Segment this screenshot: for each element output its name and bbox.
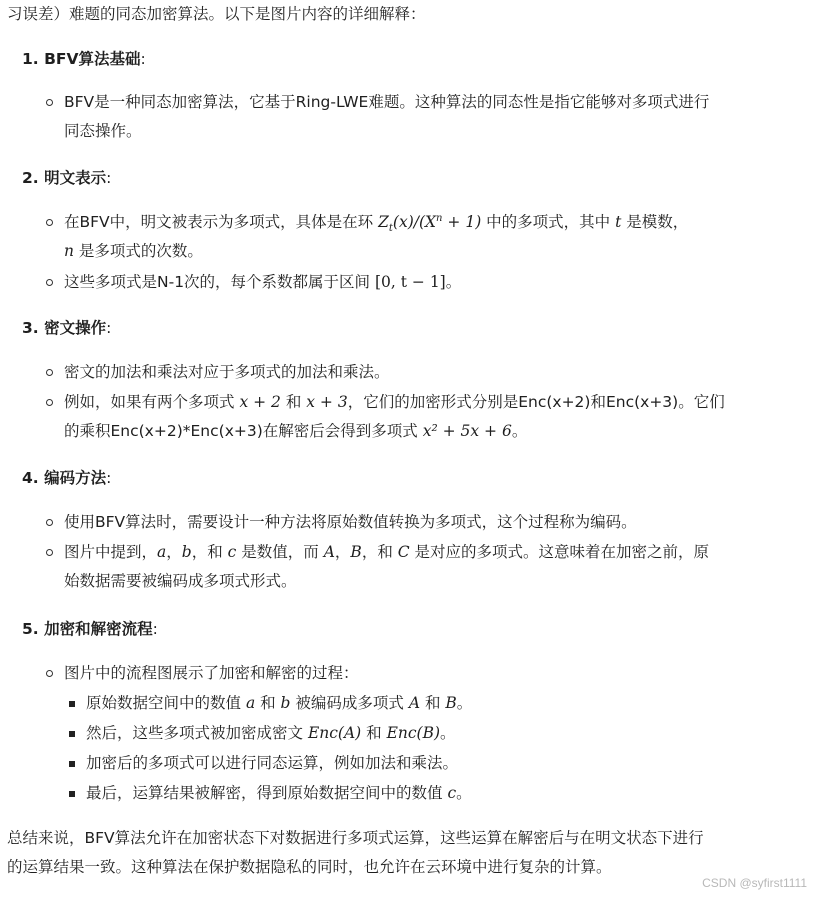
section-3-item-1: 密文的加法和乘法对应于多项式的加法和乘法。 bbox=[64, 363, 390, 381]
section-4-item-2: 图片中提到，a，b，和 c 是数值，而 A，B，和 C 是对应的多项式。这意味着在加密之前，原 始数据需要被编码成多项式形式。 bbox=[64, 543, 710, 590]
circle-bullet-icon bbox=[46, 670, 53, 677]
circle-bullet-icon bbox=[46, 519, 53, 526]
section-4-item-1: 使用BFV算法时，需要设计一种方法将原始数值转换为多项式，这个过程称为编码。 bbox=[64, 513, 637, 531]
section-5-subitem-3: 加密后的多项式可以进行同态运算，例如加法和乘法。 bbox=[86, 754, 459, 772]
summary-paragraph: 总结来说，BFV算法允许在加密状态下对数据进行多项式运算，这些运算在解密后与在明文状态下进行 的运算结果一致。这种算法在保护数据隐私的同时，也允许在云环境中进行复杂的计算。 bbox=[7, 829, 704, 876]
section-5-item-1: 图片中的流程图展示了加密和解密的过程： bbox=[64, 664, 359, 682]
section-4-title: 4. 编码方法: bbox=[22, 469, 112, 487]
section-3-item-2: 例如，如果有两个多项式 x + 2 和 x + 3，它们的加密形式分别是Enc(x+2)和Enc(x+3)。它们 的乘积Enc(x+2)*Enc(x+3)在解密后会得到多项式 x² + 5x + 6。 bbox=[64, 393, 725, 440]
section-2-item-2: 这些多项式是N-1次的，每个系数都属于区间 [0, t − 1]。 bbox=[64, 273, 462, 291]
section-3-title: 3. 密文操作: bbox=[22, 319, 112, 337]
section-1-item-1: BFV是一种同态加密算法，它基于Ring-LWE难题。这种算法的同态性是指它能够对多项式进行 同态操作。 bbox=[64, 93, 710, 140]
circle-bullet-icon bbox=[46, 219, 53, 226]
ring-formula: $Z_t(x)/(X^n + 1)$ bbox=[378, 212, 482, 235]
circle-bullet-icon bbox=[46, 369, 53, 376]
section-1-title: 1. BFV算法基础: bbox=[22, 50, 146, 68]
section-5-title: 5. 加密和解密流程: bbox=[22, 620, 158, 638]
circle-bullet-icon bbox=[46, 279, 53, 286]
intro-paragraph: 习误差）难题的同态加密算法。以下是图片内容的详细解释： bbox=[7, 5, 426, 23]
section-5-subitem-1: 原始数据空间中的数值 a 和 b 被编码成多项式 A 和 B。 bbox=[86, 694, 473, 712]
circle-bullet-icon bbox=[46, 99, 53, 106]
square-bullet-icon bbox=[69, 791, 75, 797]
circle-bullet-icon bbox=[46, 399, 53, 406]
section-2-item-1: 在BFV中，明文被表示为多项式，具体是在环 $Z_t(x)/(X^n + 1)$ 中的多项式，其中 t 是模数， n 是多项式的次数。 bbox=[64, 212, 689, 260]
section-5-subitem-2: 然后，这些多项式被加密成密文 Enc(A) 和 Enc(B)。 bbox=[86, 724, 456, 742]
square-bullet-icon bbox=[69, 701, 75, 707]
square-bullet-icon bbox=[69, 761, 75, 767]
csdn-watermark: CSDN @syfirst1111 bbox=[702, 876, 807, 890]
square-bullet-icon bbox=[69, 731, 75, 737]
circle-bullet-icon bbox=[46, 549, 53, 556]
section-2-title: 2. 明文表示: bbox=[22, 169, 112, 187]
section-5-subitem-4: 最后，运算结果被解密，得到原始数据空间中的数值 c。 bbox=[86, 784, 472, 802]
